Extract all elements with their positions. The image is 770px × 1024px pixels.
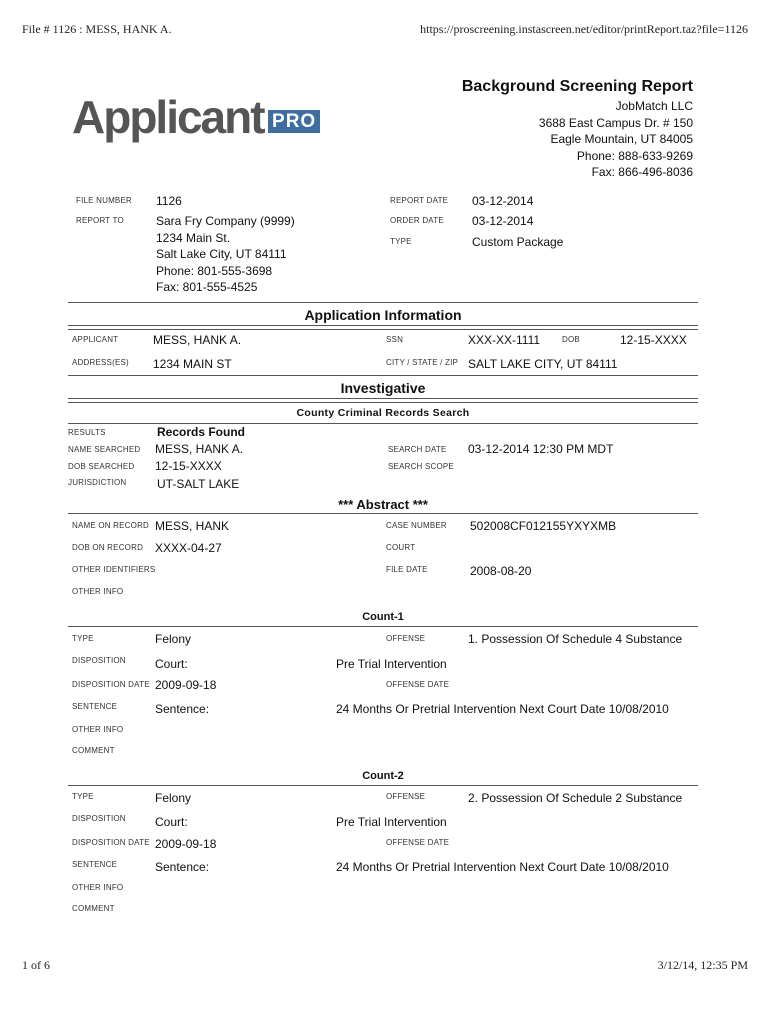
company-address2: Eagle Mountain, UT 84005 [550,132,693,146]
logo-pro-badge: PRO [268,110,320,133]
county-criminal-heading: County Criminal Records Search [296,407,470,419]
city-state-zip-label: CITY / STATE / ZIP [386,358,459,367]
company-phone: Phone: 888-633-9269 [576,148,693,163]
divider [68,626,698,627]
case-number-value: 502008CF012155YXYXMB [470,519,617,533]
type-value: Custom Package [472,235,564,249]
other-identifiers-label: OTHER IDENTIFIERS [72,565,156,574]
divider [68,785,698,786]
type-label: TYPE [390,237,412,246]
file-number-label: FILE NUMBER [76,196,132,205]
search-date-value: 03-12-2014 12:30 PM MDT [468,442,614,456]
sentence-label: SENTENCE [72,702,118,711]
results-value: Records Found [157,425,246,439]
disposition-date-label: DISPOSITION DATE [72,680,150,689]
sentence-value: Sentence: [155,702,210,716]
divider [68,513,698,514]
divider [68,302,698,303]
offense-date-label: OFFENSE DATE [386,838,450,847]
dob-searched-value: 12-15-XXXX [155,459,222,473]
offense-value: 1. Possession Of Schedule 4 Substance [468,632,683,646]
report-to-line: Salt Lake City, UT 84111 [156,247,287,261]
address-label: ADDRESS(ES) [72,358,129,367]
disposition-detail: Pre Trial Intervention [336,815,447,829]
name-searched-label: NAME SEARCHED [68,445,141,454]
file-number-value: 1126 [156,194,182,208]
disposition-date-value: 2009-09-18 [155,678,217,692]
search-date-label: SEARCH DATE [388,445,447,454]
disposition-value: Court: [155,657,188,671]
screening-company-block [539,98,693,181]
sentence-detail: 24 Months Or Pretrial Intervention Next Court Date 10/08/2010 [336,860,669,874]
count-type-label: TYPE [72,634,94,643]
comment-label: COMMENT [72,904,115,913]
report-title: Background Screening Report [461,78,693,95]
applicant-label: APPLICANT [72,335,119,344]
logo-wordmark: Applicant [72,91,264,143]
company-address1: 3688 East Campus Dr. # 150 [538,115,693,130]
report-to-block [156,213,295,296]
offense-label: OFFENSE [386,792,426,801]
company-fax: Fax: 866-496-8036 [591,165,693,179]
count-type-value: Felony [155,791,192,805]
dob-label: DOB [562,335,580,344]
file-date-label: FILE DATE [386,565,428,574]
print-footer-page: 1 of 6 [22,958,50,972]
print-footer-timestamp: 3/12/14, 12:35 PM [657,958,748,972]
address-value: 1234 MAIN ST [153,357,232,371]
disposition-date-label: DISPOSITION DATE [72,838,150,847]
city-state-zip-value: SALT LAKE CITY, UT 84111 [468,357,618,371]
jurisdiction-value: UT-SALT LAKE [157,477,240,491]
disposition-label: DISPOSITION [72,656,126,665]
disposition-value: Court: [155,815,188,829]
report-to-line: Sara Fry Company (9999) [156,214,295,228]
count-other-info-label: OTHER INFO [72,725,124,734]
application-info-heading: Application Information [304,307,462,323]
disposition-label: DISPOSITION [72,814,126,823]
offense-value: 2. Possession Of Schedule 2 Substance [468,791,683,805]
count-type-value: Felony [155,632,192,646]
count-2-heading: Count-2 [362,770,404,782]
disposition-detail: Pre Trial Intervention [336,657,447,671]
company-name: JobMatch LLC [615,99,693,113]
applicant-value: MESS, HANK A. [153,333,242,347]
name-on-record-label: NAME ON RECORD [72,521,150,530]
court-label: COURT [386,543,416,552]
print-header-title: File # 1126 : MESS, HANK A. [22,22,172,36]
jurisdiction-label: JURISDICTION [68,478,127,487]
abstract-heading: *** Abstract *** [338,497,428,512]
order-date-value: 03-12-2014 [472,214,534,228]
report-to-line: Phone: 801-555-3698 [156,263,273,278]
name-searched-value: MESS, HANK A. [155,442,244,456]
order-date-label: ORDER DATE [390,216,444,225]
count-other-info-label: OTHER INFO [72,883,124,892]
search-scope-label: SEARCH SCOPE [388,462,454,471]
other-info-label: OTHER INFO [72,587,124,596]
applicantpro-logo [72,90,320,144]
ssn-label: SSN [386,335,404,344]
report-date-label: REPORT DATE [390,196,449,205]
divider [68,423,698,424]
dob-on-record-value: XXXX-04-27 [155,541,222,555]
offense-label: OFFENSE [386,634,426,643]
count-type-label: TYPE [72,792,94,801]
sentence-detail: 24 Months Or Pretrial Intervention Next Court Date 10/08/2010 [336,702,669,716]
dob-on-record-label: DOB ON RECORD [72,543,144,552]
name-on-record-value: MESS, HANK [155,519,230,533]
report-to-line: Fax: 801-555-4525 [156,280,258,294]
disposition-date-value: 2009-09-18 [155,837,217,851]
investigative-heading: Investigative [340,380,426,396]
dob-searched-label: DOB SEARCHED [68,462,135,471]
sentence-label: SENTENCE [72,860,118,869]
report-date-value: 03-12-2014 [472,194,534,208]
case-number-label: CASE NUMBER [386,521,447,530]
offense-date-label: OFFENSE DATE [386,680,450,689]
report-to-line: 1234 Main St. [156,230,231,245]
file-date-value: 2008-08-20 [470,564,532,578]
ssn-value: XXX-XX-1111 [468,333,541,347]
report-to-label: REPORT TO [76,216,124,225]
sentence-value: Sentence: [155,860,210,874]
divider [68,398,698,403]
comment-label: COMMENT [72,746,115,755]
print-header-url: https://proscreening.instascreen.net/editor/printReport.taz?file=1126 [420,22,748,36]
results-label: RESULTS [68,428,106,437]
divider [68,375,698,376]
divider [68,325,698,330]
dob-value: 12-15-XXXX [620,333,687,347]
count-1-heading: Count-1 [362,611,404,623]
